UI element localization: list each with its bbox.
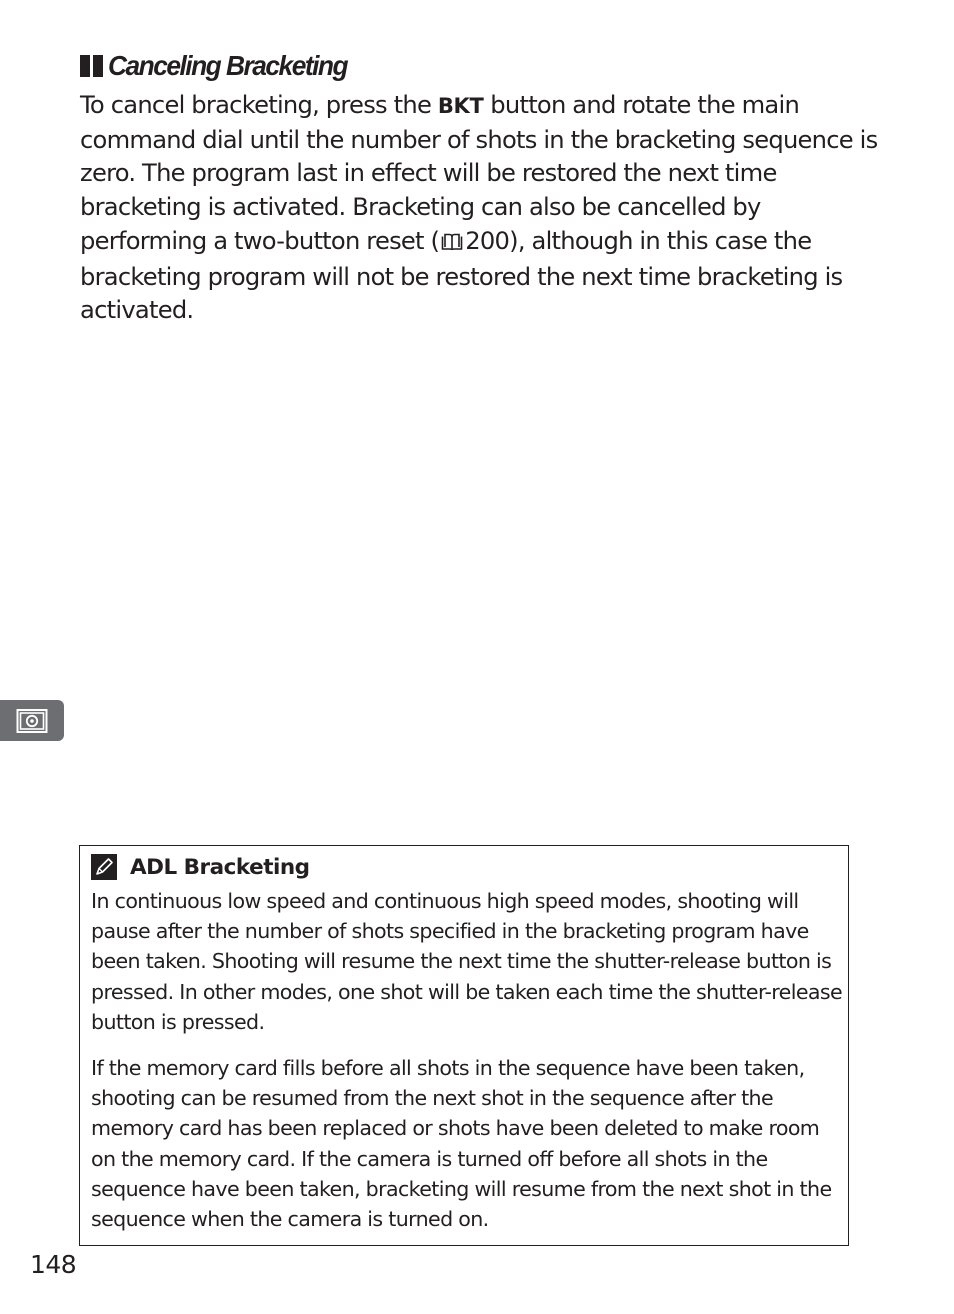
shooting-mode-camera-icon [16,708,48,734]
page-number: 148 [30,1250,77,1279]
note-paragraph-2: If the memory card fills before all shots in the sequence have been taken, shooting can be resumed from the next shot in the sequence after the memory card has been replaced or shots have been deleted to make room on the memory card. If the camera is turned off before all shots in the sequence have been taken, bracketing will resume from the next shot in the sequence when the camera is turned on. [91,1056,832,1232]
chapter-side-tab[interactable] [0,700,64,741]
page-reference-link[interactable]: 200 [465,226,510,255]
section-marker-icon [80,55,103,77]
section-title: Canceling Bracketing [108,50,348,81]
pencil-note-icon [91,854,117,880]
section-body-text [80,89,880,328]
body-text-part-1: To cancel bracketing, press the [80,91,438,119]
body-text-part-2: button and rotate the main command dial until the number of shots in the bracketing sequence is zero. The program last in effect will be restored the next time bracketing is activated. Bracketing can also be cancelled by performing a two-button reset ( [80,91,878,255]
note-title-row [91,852,310,882]
book-reference-icon [441,227,463,261]
section-heading [80,46,362,86]
note-box [79,845,849,1246]
bkt-button-label: BKT [437,94,484,118]
note-title: ADL Bracketing [130,854,310,880]
note-paragraph-1: In continuous low speed and continuous high speed modes, shooting will pause after the number of shots specified in the bracketing program have been taken. Shooting will resume the next time the shutter-release button is pressed. In other modes, one shot will be taken each time the shutter-release button is pressed. [91,889,843,1034]
body-text-part-3: ), although in this case the bracketing program will not be restored the next time bracketing is activated. [80,226,843,325]
